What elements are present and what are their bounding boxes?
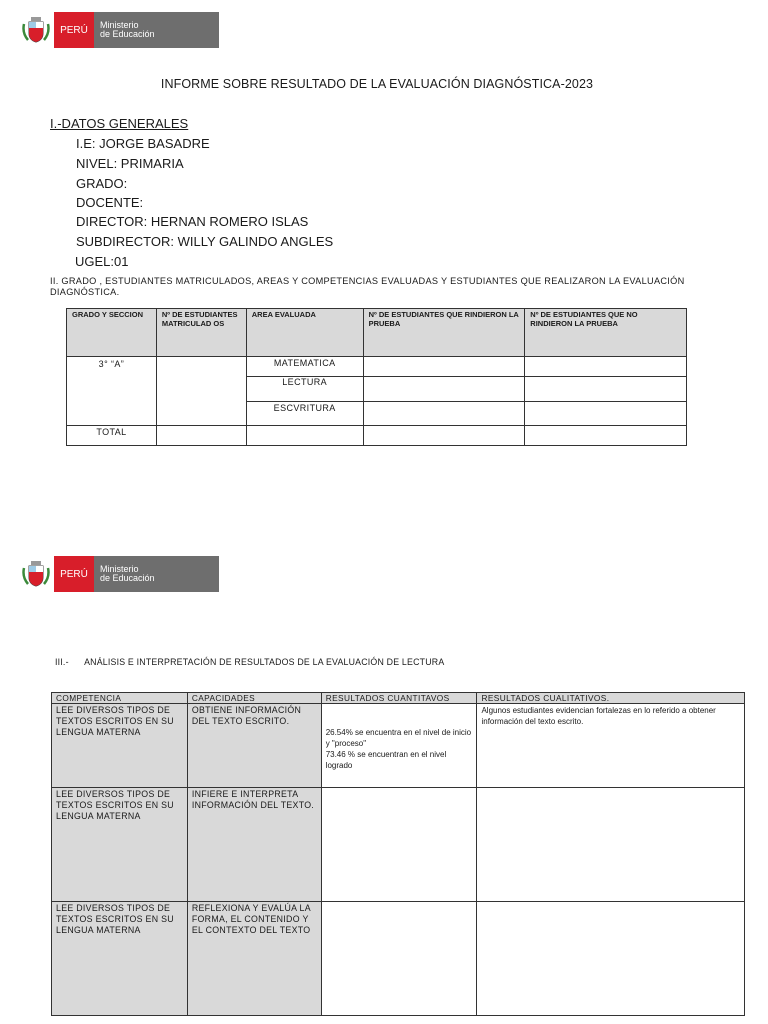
section2-heading: II. GRADO , ESTUDIANTES MATRICULADOS, AREAS Y COMPETENCIAS EVALUADAS Y ESTUDIANTES QUE REALIZARON LA EVALUACIÓN DIAGNÓSTICA. xyxy=(50,276,685,297)
ministry-line2: de Educación xyxy=(100,573,155,583)
ministry-line1: Ministerio xyxy=(100,20,139,30)
section3-heading: III.- ANÁLISIS E INTERPRETACIÓN DE RESULTADOS DE LA EVALUACIÓN DE LECTURA xyxy=(55,657,445,667)
coat-of-arms-icon xyxy=(18,556,54,592)
ministry-line1: Ministerio xyxy=(100,564,139,574)
no-rindieron-cell xyxy=(525,402,687,426)
rindieron-cell xyxy=(363,402,525,426)
section1-heading: I.-DATOS GENERALES xyxy=(50,116,189,131)
header-no-rindieron: Nº DE ESTUDIANTES QUE NO RINDIERON LA PRUEBA xyxy=(525,309,687,357)
total-no-rindieron-cell xyxy=(525,426,687,446)
report-title: INFORME SOBRE RESULTADO DE LA EVALUACIÓN DIAGNÓSTICA-2023 xyxy=(160,77,594,91)
no-rindieron-cell xyxy=(525,357,687,377)
cuantitativo-cell xyxy=(321,704,477,788)
peru-label: PERÚ xyxy=(54,556,94,592)
cualitativo-cell xyxy=(477,902,745,1016)
total-area-cell xyxy=(246,426,363,446)
area-matematica: MATEMATICA xyxy=(246,357,363,377)
table-row xyxy=(52,902,745,1016)
area-escritura: ESCVRITURA xyxy=(246,402,363,426)
competencia-cell: LEE DIVERSOS TIPOS DE TEXTOS ESCRITOS EN SU LENGUA MATERNA xyxy=(52,704,188,788)
table-row xyxy=(52,704,745,788)
cuantitativo-line1: 26.54% se encuentra en el nivel de inicio y "proceso" xyxy=(325,728,472,748)
reading-results-table xyxy=(51,692,745,1016)
header-cualitativos: RESULTADOS CUALITATIVOS. xyxy=(477,693,745,704)
field-director: DIRECTOR: HERNAN ROMERO ISLAS xyxy=(76,214,309,229)
students-table xyxy=(66,308,687,446)
field-nivel: NIVEL: PRIMARIA xyxy=(76,156,184,171)
area-lectura: LECTURA xyxy=(246,377,363,402)
cualitativo-cell xyxy=(477,788,745,902)
capacidad-cell: INFIERE E INTERPRETA INFORMACIÓN DEL TEXTO. xyxy=(187,788,321,902)
cuantitativo-cell xyxy=(321,902,477,1016)
ministry-name xyxy=(94,12,219,48)
cuantitativo-line2: 73.46 % se encuentran en el nivel logrado xyxy=(325,750,447,770)
ministry-logo-2 xyxy=(18,556,219,592)
field-docente: DOCENTE: xyxy=(76,195,144,210)
coat-of-arms-icon xyxy=(18,12,54,48)
matriculados-cell xyxy=(156,357,246,426)
rindieron-cell xyxy=(363,357,525,377)
cualitativo-cell: Algunos estudiantes evidencian fortalezas en lo referido a obtener información del texto escrito. xyxy=(477,704,745,788)
table-row xyxy=(52,788,745,902)
header-capacidades: CAPACIDADES xyxy=(187,693,321,704)
header-cuantitativos: RESULTADOS CUANTITAVOS xyxy=(321,693,477,704)
header-rindieron: Nº DE ESTUDIANTES QUE RINDIERON LA PRUEBA xyxy=(363,309,525,357)
table-row xyxy=(67,426,687,446)
header-competencia: COMPETENCIA xyxy=(52,693,188,704)
field-grado: GRADO: xyxy=(76,176,128,191)
header-area: AREA EVALUADA xyxy=(246,309,363,357)
total-cell: TOTAL xyxy=(67,426,157,446)
capacidad-cell: REFLEXIONA Y EVALÚA LA FORMA, EL CONTENIDO Y EL CONTEXTO DEL TEXTO xyxy=(187,902,321,1016)
table-row xyxy=(67,357,687,377)
grade-cell: 3° “A” xyxy=(67,357,157,426)
rindieron-cell xyxy=(363,377,525,402)
field-ie: I.E: JORGE BASADRE xyxy=(76,136,210,151)
field-subdirector: SUBDIRECTOR: WILLY GALINDO ANGLES xyxy=(76,234,334,249)
students-table-header xyxy=(67,309,687,357)
total-rindieron-cell xyxy=(363,426,525,446)
header-matriculados: Nº DE ESTUDIANTES MATRICULAD OS xyxy=(156,309,246,357)
competencia-cell: LEE DIVERSOS TIPOS DE TEXTOS ESCRITOS EN SU LENGUA MATERNA xyxy=(52,902,188,1016)
ministry-line2: de Educación xyxy=(100,29,155,39)
competencia-cell: LEE DIVERSOS TIPOS DE TEXTOS ESCRITOS EN SU LENGUA MATERNA xyxy=(52,788,188,902)
capacidad-cell: OBTIENE INFORMACIÓN DEL TEXTO ESCRITO. xyxy=(187,704,321,788)
ministry-logo xyxy=(18,12,219,48)
field-ugel: UGEL:01 xyxy=(75,254,129,269)
reading-table-header xyxy=(52,693,745,704)
ministry-name xyxy=(94,556,219,592)
total-matriculados-cell xyxy=(156,426,246,446)
cuantitativo-cell xyxy=(321,788,477,902)
header-grado: GRADO Y SECCION xyxy=(67,309,157,357)
peru-label: PERÚ xyxy=(54,12,94,48)
no-rindieron-cell xyxy=(525,377,687,402)
